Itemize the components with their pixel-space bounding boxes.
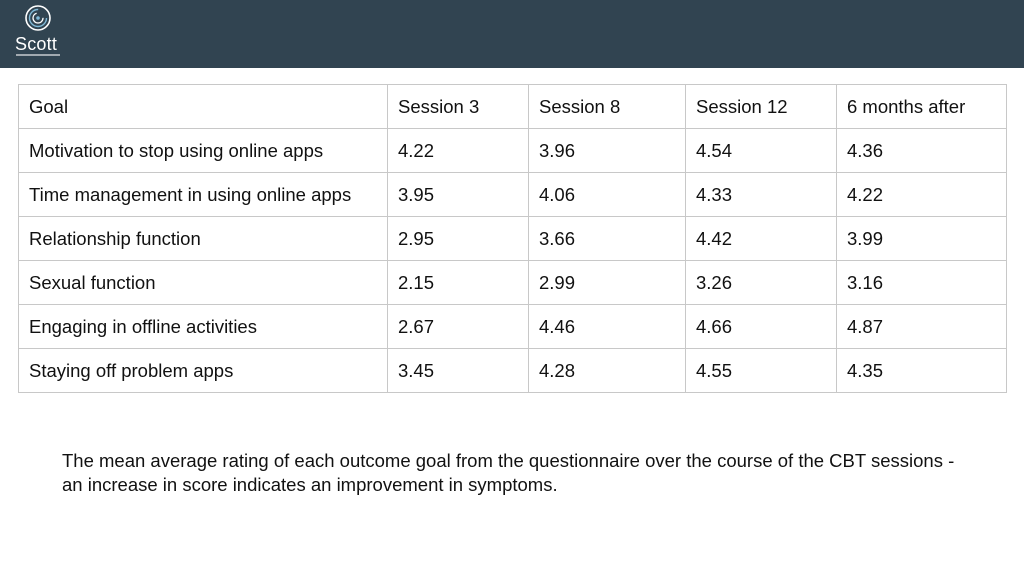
value-cell: 4.54 bbox=[686, 129, 837, 173]
header-session-12: Session 12 bbox=[686, 85, 837, 129]
value-cell: 4.28 bbox=[529, 349, 686, 393]
header-session-8: Session 8 bbox=[529, 85, 686, 129]
goal-cell: Sexual function bbox=[19, 261, 388, 305]
value-cell: 2.99 bbox=[529, 261, 686, 305]
header-6-months-after: 6 months after bbox=[837, 85, 1007, 129]
value-cell: 3.16 bbox=[837, 261, 1007, 305]
outcome-goals-table bbox=[18, 84, 1007, 393]
table-row bbox=[19, 173, 1007, 217]
value-cell: 3.99 bbox=[837, 217, 1007, 261]
value-cell: 3.26 bbox=[686, 261, 837, 305]
table-row bbox=[19, 305, 1007, 349]
header-session-3: Session 3 bbox=[388, 85, 529, 129]
value-cell: 3.45 bbox=[388, 349, 529, 393]
value-cell: 4.33 bbox=[686, 173, 837, 217]
value-cell: 4.87 bbox=[837, 305, 1007, 349]
value-cell: 3.66 bbox=[529, 217, 686, 261]
value-cell: 4.06 bbox=[529, 173, 686, 217]
value-cell: 4.22 bbox=[388, 129, 529, 173]
value-cell: 4.42 bbox=[686, 217, 837, 261]
header-goal: Goal bbox=[19, 85, 388, 129]
goal-cell: Relationship function bbox=[19, 217, 388, 261]
table-caption: The mean average rating of each outcome goal from the questionnaire over the course of the CBT sessions - an increase in score indicates an improvement in symptoms. bbox=[62, 450, 955, 495]
brand-tagline-rule bbox=[16, 54, 60, 56]
table-row bbox=[19, 261, 1007, 305]
goal-cell: Time management in using online apps bbox=[19, 173, 388, 217]
goal-cell: Engaging in offline activities bbox=[19, 305, 388, 349]
table-header-row bbox=[19, 85, 1007, 129]
header-bar bbox=[0, 0, 1024, 68]
value-cell: 2.15 bbox=[388, 261, 529, 305]
value-cell: 3.96 bbox=[529, 129, 686, 173]
value-cell: 4.66 bbox=[686, 305, 837, 349]
value-cell: 4.36 bbox=[837, 129, 1007, 173]
table-row bbox=[19, 129, 1007, 173]
goal-cell: Motivation to stop using online apps bbox=[19, 129, 388, 173]
value-cell: 4.22 bbox=[837, 173, 1007, 217]
value-cell: 4.55 bbox=[686, 349, 837, 393]
value-cell: 4.35 bbox=[837, 349, 1007, 393]
brand-logo[interactable] bbox=[12, 4, 64, 60]
brand-name: Scott bbox=[15, 34, 58, 54]
table-row bbox=[19, 349, 1007, 393]
value-cell: 2.67 bbox=[388, 305, 529, 349]
table-row bbox=[19, 217, 1007, 261]
value-cell: 2.95 bbox=[388, 217, 529, 261]
spiral-logo-icon bbox=[24, 4, 52, 32]
goal-cell: Staying off problem apps bbox=[19, 349, 388, 393]
value-cell: 3.95 bbox=[388, 173, 529, 217]
value-cell: 4.46 bbox=[529, 305, 686, 349]
